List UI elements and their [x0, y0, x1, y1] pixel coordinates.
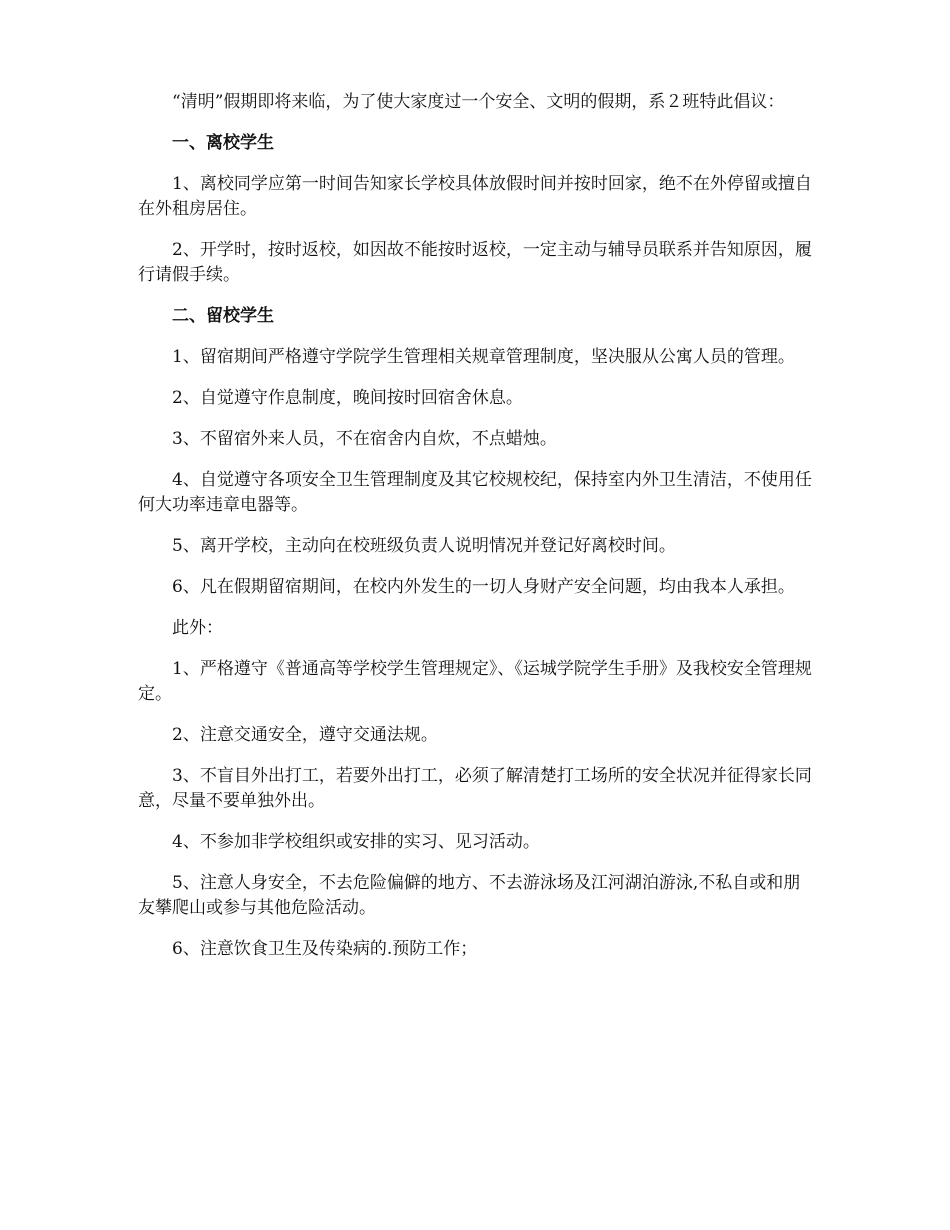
document-body: [138, 90, 814, 962]
spacer: [138, 921, 814, 937]
spacer: [138, 329, 814, 345]
list-item: 2、开学时，按时返校，如因故不能按时返校，一定主动与辅导员联系并告知原因，履行请假手续。: [138, 240, 812, 285]
list-item: 6、注意饮食卫生及传染病的.预防工作；: [172, 939, 478, 959]
spacer: [138, 222, 814, 238]
spacer: [138, 559, 814, 575]
spacer: [138, 748, 814, 764]
section-heading-staying-students: 二、留校学生: [172, 306, 274, 326]
spacer: [138, 518, 814, 534]
spacer: [138, 288, 814, 304]
list-item: 2、注意交通安全，遵守交通法规。: [172, 725, 438, 745]
spacer: [138, 641, 814, 657]
list-item: 3、不盲目外出打工，若要外出打工，必须了解清楚打工场所的安全状况并征得家长同意，尽量不要单独外出。: [138, 766, 812, 811]
list-item: 2、自觉遵守作息制度，晚间按时回宿舍休息。: [172, 388, 523, 408]
spacer: [138, 156, 814, 172]
list-item: 4、不参加非学校组织或安排的实习、见习活动。: [172, 832, 540, 852]
list-item: 1、离校同学应第一时间告知家长学校具体放假时间并按时回家，绝不在外停留或擅自在外租房居住。: [138, 174, 812, 219]
list-item: 6、凡在假期留宿期间，在校内外发生的一切人身财产安全问题，均由我本人承担。: [172, 577, 795, 597]
spacer: [138, 115, 814, 131]
spacer: [138, 814, 814, 830]
list-item: 3、不留宿外来人员，不在宿舍内自炊，不点蜡烛。: [172, 429, 557, 449]
spacer: [138, 707, 814, 723]
list-item: 1、严格遵守《普通高等学校学生管理规定》、《运城学院学生手册》及我校安全管理规定。: [138, 659, 812, 704]
spacer: [138, 411, 814, 427]
section-heading-leaving-students: 一、离校学生: [172, 133, 274, 153]
list-item: 4、自觉遵守各项安全卫生管理制度及其它校规校纪，保持室内外卫生清洁，不使用任何大功率违章电器等。: [138, 470, 812, 515]
intro-paragraph: “清明”假期即将来临，为了使大家度过一个安全、文明的假期，系２班特此倡议：: [172, 92, 785, 112]
list-item: 5、注意人身安全，不去危险偏僻的地方、不去游泳场及江河湖泊游泳,不私自或和朋友攀爬山或参与其他危险活动。: [138, 873, 801, 918]
list-item: 5、离开学校，主动向在校班级负责人说明情况并登记好离校时间。: [172, 536, 676, 556]
spacer: [138, 370, 814, 386]
spacer: [138, 452, 814, 468]
section-heading-additionally: 此外：: [172, 618, 223, 638]
spacer: [138, 855, 814, 871]
spacer: [138, 600, 814, 616]
list-item: 1、留宿期间严格遵守学院学生管理相关规章管理制度，坚决服从公寓人员的管理。: [172, 347, 795, 367]
